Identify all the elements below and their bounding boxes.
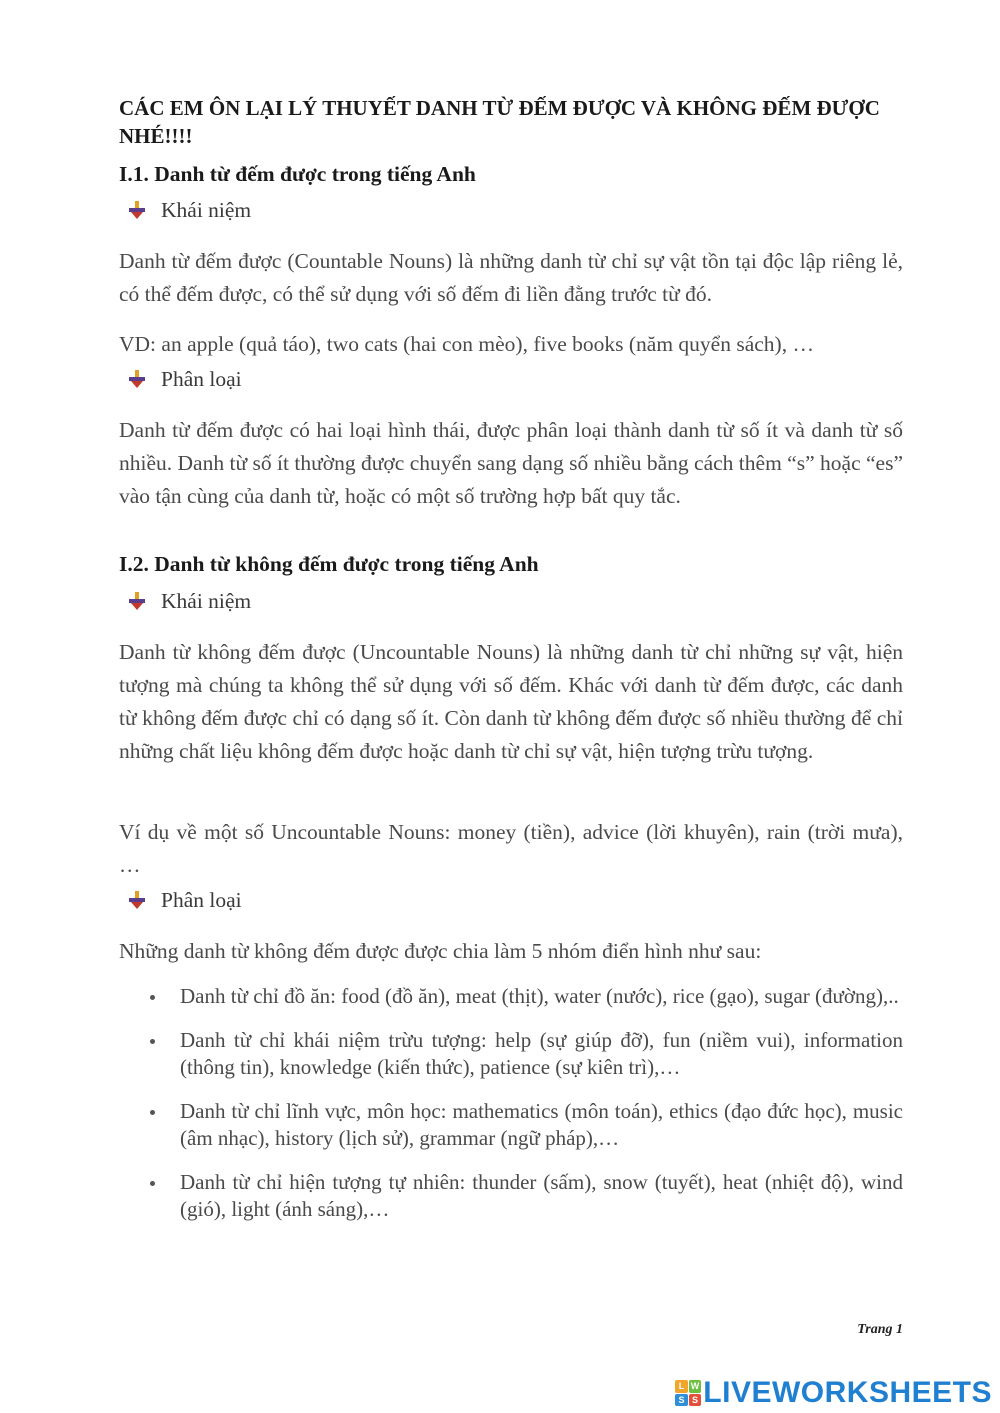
section-1-concept-label: [127, 196, 251, 224]
section-2-classification-intro: Những danh từ không đếm được được chia làm 5 nhóm điển hình như sau:: [119, 939, 762, 963]
list-item: [119, 983, 903, 1010]
bullet-label: Phân loại: [161, 367, 242, 391]
list-item-text: Danh từ chỉ lĩnh vực, môn học: mathematics (môn toán), ethics (đạo đức học), music (âm nhạc), history (lịch sử), grammar (ngữ pháp),…: [180, 1099, 903, 1150]
arrow-bullet-icon: [127, 369, 147, 389]
bullet-label: Khái niệm: [161, 589, 252, 613]
list-item-text: Danh từ chỉ khái niệm trừu tượng: help (sự giúp đỡ), fun (niềm vui), information (thông tin), knowledge (kiến thức), patience (sự kiên trì),…: [180, 1028, 903, 1079]
section-2-concept-text: Danh từ không đếm được (Uncountable Nouns) là những danh từ chỉ những sự vật, hiện tượng mà chúng ta không thể sử dụng với số đếm. Khác với danh từ đếm được, các danh từ không đếm được chỉ có dạng số ít. Còn danh từ không đếm được số nhiều thường để chỉ những chất liệu không đếm được hoặc danh từ chỉ sự vật, hiện tượng trừu tượng.: [119, 640, 903, 763]
bullet-dot-icon: [150, 995, 155, 1000]
logo-letter: W: [690, 1381, 700, 1391]
list-item: [119, 1169, 903, 1223]
list-item-text: Danh từ chỉ hiện tượng tự nhiên: thunder (sấm), snow (tuyết), heat (nhiệt độ), wind (gió), light (ánh sáng),…: [180, 1170, 903, 1221]
liveworksheets-logo-icon: [675, 1380, 701, 1406]
section-2-heading: I.2. Danh từ không đếm được trong tiếng Anh: [119, 552, 539, 576]
section-2-concept-label: [127, 587, 251, 615]
list-item: [119, 1027, 903, 1081]
brand-text: LIVEWORKSHEETS: [703, 1376, 992, 1409]
bullet-dot-icon: [150, 1110, 155, 1115]
page-title: CÁC EM ÔN LẠI LÝ THUYẾT DANH TỪ ĐẾM ĐƯỢC VÀ KHÔNG ĐẾM ĐƯỢC NHÉ!!!!: [119, 96, 880, 148]
section-1-concept-text: Danh từ đếm được (Countable Nouns) là những danh từ chỉ sự vật tồn tại độc lập riêng lẻ, có thể đếm được, có thể sử dụng với số đếm đi liền đằng trước từ đó.: [119, 249, 903, 306]
page-number: Trang 1: [857, 1322, 903, 1337]
section-1-example-text: VD: an apple (quả táo), two cats (hai con mèo), five books (năm quyển sách), …: [119, 332, 814, 356]
logo-letter: S: [675, 1394, 688, 1407]
list-item: [119, 1098, 903, 1152]
liveworksheets-brand[interactable]: [675, 1376, 992, 1410]
bullet-label: Phân loại: [161, 888, 242, 912]
bullet-dot-icon: [150, 1039, 155, 1044]
bullet-dot-icon: [150, 1181, 155, 1186]
section-2-example-text: Ví dụ về một số Uncountable Nouns: money (tiền), advice (lời khuyên), rain (trời mưa), …: [119, 820, 903, 877]
section-2-classification-label: [127, 886, 242, 914]
bullet-label: Khái niệm: [161, 198, 252, 222]
arrow-bullet-icon: [127, 591, 147, 611]
list-item-text: Danh từ chỉ đồ ăn: food (đồ ăn), meat (thịt), water (nước), rice (gạo), sugar (đường),..: [180, 984, 899, 1008]
section-1-heading: I.1. Danh từ đếm được trong tiếng Anh: [119, 162, 476, 186]
section-1-classification-label: [127, 365, 242, 393]
arrow-bullet-icon: [127, 890, 147, 910]
logo-letter: S: [689, 1394, 702, 1407]
section-1-classification-text: Danh từ đếm được có hai loại hình thái, được phân loại thành danh từ số ít và danh từ số nhiều. Danh từ số ít thường được chuyển sang dạng số nhiều bằng cách thêm “s” hoặc “es” vào tận cùng của danh từ, hoặc có một số trường hợp bất quy tắc.: [119, 418, 903, 508]
arrow-bullet-icon: [127, 200, 147, 220]
noun-groups-list: [119, 983, 903, 1240]
logo-letter: L: [675, 1380, 688, 1393]
